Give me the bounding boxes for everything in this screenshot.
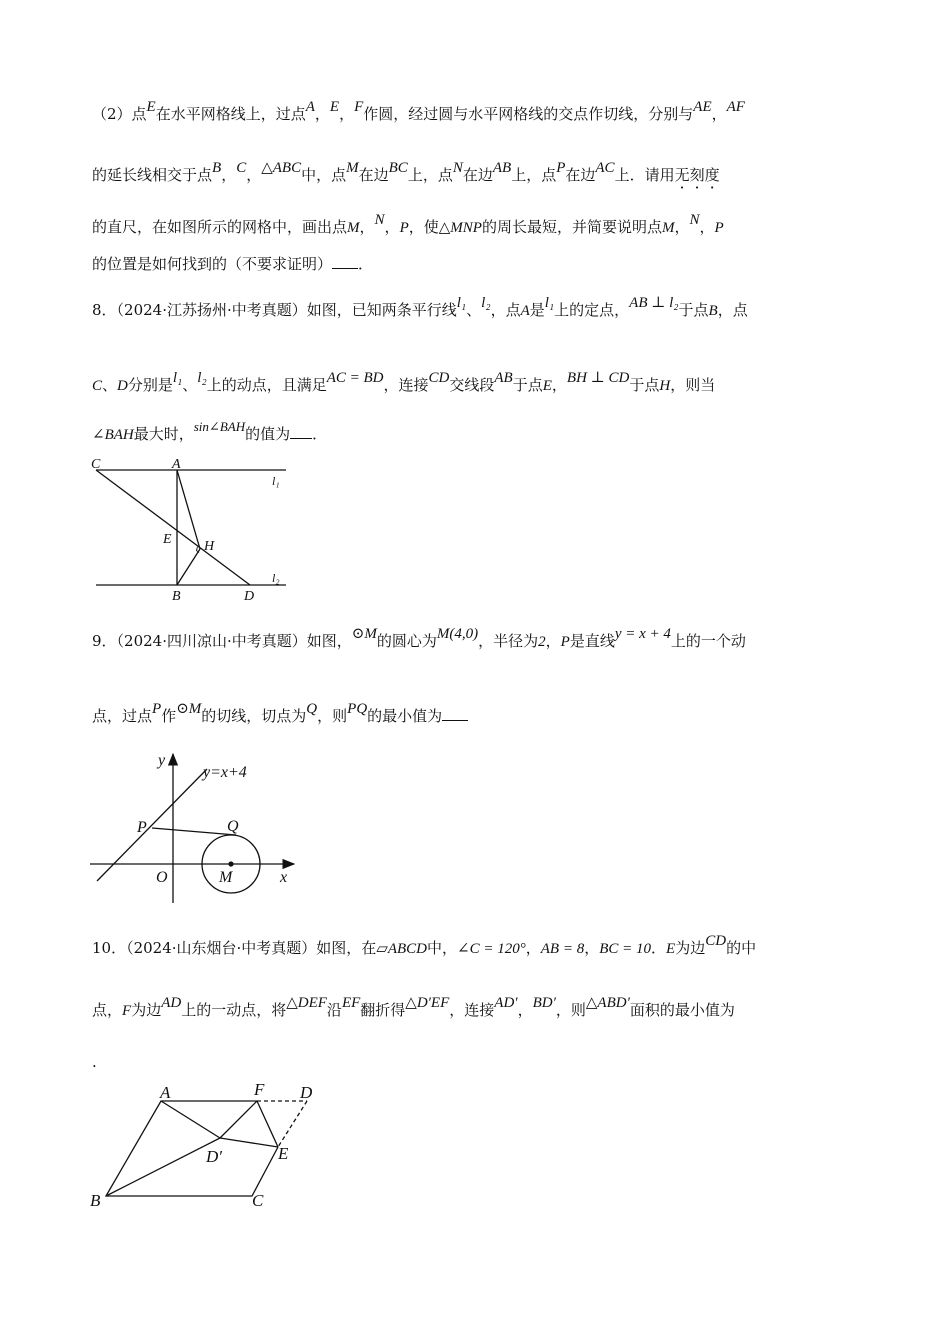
- label-B: B: [172, 589, 181, 604]
- label-x: x: [280, 869, 288, 886]
- label-P: P: [137, 819, 147, 836]
- p7b-line-2: 的延长线相交于点B，C，△ABC中，点M在边BC上，点N在边AB上，点P在边AC上．请用无刻度: [92, 160, 720, 184]
- label-F: F: [254, 1080, 265, 1099]
- p9-line-2: 点，过点P作⊙M的切线，切点为Q，则PQ的最小值为: [92, 706, 468, 727]
- label-y: y: [158, 752, 166, 769]
- figure-10: [86, 1076, 326, 1212]
- segment-DpE: [220, 1138, 278, 1147]
- segment-CD: [96, 470, 250, 585]
- segment-FDp: [220, 1101, 257, 1138]
- answer-blank: [332, 254, 358, 269]
- segment-BH: [177, 549, 200, 585]
- figure-9: [86, 748, 306, 908]
- label-D: D: [300, 1083, 313, 1102]
- p10-line-1: 10．（2024·山东烟台·中考真题）如图，在▱ABCD中，∠C = 120°，AB = 8，BC = 10．E为边CD的中: [92, 933, 757, 957]
- segment-AH: [177, 470, 200, 549]
- label-H: H: [204, 539, 215, 554]
- label-D: D: [244, 589, 255, 604]
- parallelogram-ABCD: [106, 1101, 278, 1196]
- right-angle-mark: [197, 547, 200, 553]
- p7b-line-4: 的位置是如何找到的（不要求证明） ．: [92, 255, 374, 273]
- p8-line-3: ∠BAH最大时，sin∠BAH的值为 ．: [92, 419, 328, 443]
- segment-ADp: [161, 1101, 220, 1138]
- p7b-line-3: 的直尺，在如图所示的网格中，画出点M，N，P，使△MNP的周长最短，并简要说明点M，N，P: [92, 212, 724, 236]
- p10-line-2: 点，F为边AD上的一动点，将△DEF沿EF翻折得△D′EF，连接AD′，BD′，则△ABD′面积的最小值为: [92, 995, 735, 1019]
- label-Dprime: D′: [206, 1147, 222, 1166]
- label-A: A: [172, 457, 181, 472]
- label-l1: l₁: [272, 474, 280, 488]
- p10-line-3: .: [92, 1053, 97, 1071]
- answer-blank: [442, 706, 468, 721]
- segment-FE: [257, 1101, 278, 1147]
- label-C: C: [252, 1191, 264, 1210]
- segment-DE-dashed: [278, 1101, 307, 1147]
- label-Q: Q: [227, 818, 239, 835]
- label-E: E: [163, 532, 172, 547]
- label-E: E: [278, 1144, 289, 1163]
- p7b-line-1: （2）点E在水平网格线上，过点A，E，F作圆，经过圆与水平网格线的交点作切线，分别与AE，AF: [92, 99, 745, 123]
- p8-line-2: C、D分别是l₁、l₂上的动点，且满足AC = BD，连接CD交线段AB于点E，BH ⊥ CD于点H，则当: [92, 370, 716, 394]
- p8-line-1: 8．（2024·江苏扬州·中考真题）如图，已知两条平行线l₁、l₂，点A是l₁上的定点，AB ⊥ l₂于点B，点: [92, 295, 748, 319]
- label-B: B: [90, 1191, 101, 1210]
- center-M-dot: [228, 861, 233, 866]
- label-line-eq: y=x+4: [203, 764, 247, 781]
- label-l2: l₂: [272, 571, 280, 585]
- label-C: C: [91, 457, 101, 472]
- figure-8: [86, 452, 296, 604]
- answer-blank: [290, 424, 312, 439]
- label-A: A: [160, 1083, 171, 1102]
- label-M: M: [219, 869, 233, 886]
- label-O: O: [156, 869, 168, 886]
- p9-line-1: 9．（2024·四川凉山·中考真题）如图，⊙M的圆心为M(4,0)，半径为2，P是直线y = x + 4上的一个动: [92, 626, 746, 650]
- segment-PQ: [152, 828, 236, 835]
